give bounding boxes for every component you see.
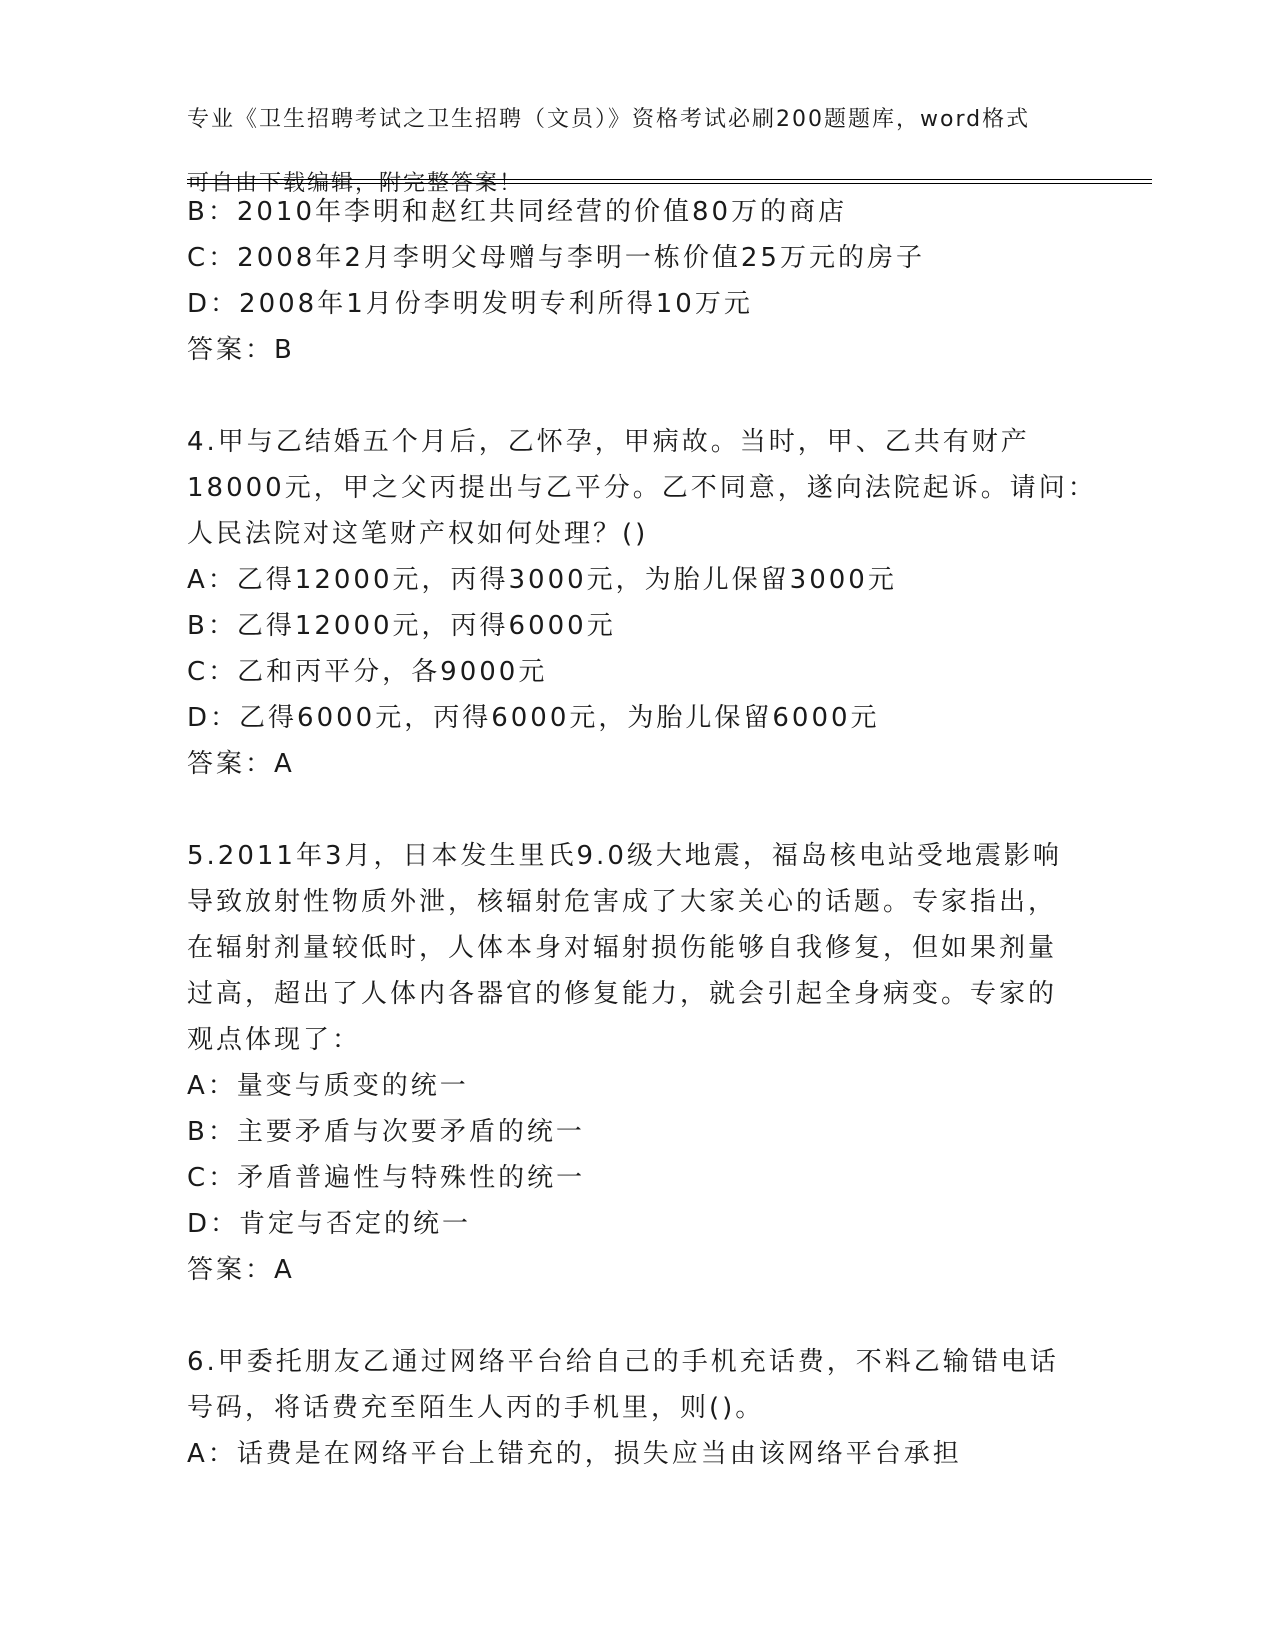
- q3-answer: 答案：B: [187, 335, 295, 365]
- q5-option-c: C：矛盾普遍性与特殊性的统一: [187, 1163, 586, 1193]
- q5-stem-line-4: 过高，超出了人体内各器官的修复能力，就会引起全身病变。专家的: [187, 979, 1058, 1009]
- q5-stem-line-5: 观点体现了：: [187, 1025, 362, 1055]
- question-content: [187, 189, 1097, 1477]
- q6-stem-line-1: 6.甲委托朋友乙通过网络平台给自己的手机充话费，不料乙输错电话: [187, 1347, 1059, 1377]
- header-title-line-1: 专业《卫生招聘考试之卫生招聘（文员）》资格考试必刷200题题库，word格式: [187, 107, 1031, 132]
- q5-option-d: D：肯定与否定的统一: [187, 1209, 472, 1239]
- q5-stem-line-2: 导致放射性物质外泄，核辐射危害成了大家关心的话题。专家指出，: [187, 887, 1058, 917]
- q5-stem-line-3: 在辐射剂量较低时，人体本身对辐射损伤能够自我修复，但如果剂量: [187, 933, 1058, 963]
- q4-option-a: A：乙得12000元，丙得3000元，为胎儿保留3000元: [187, 565, 897, 595]
- header-divider-bottom: [187, 183, 1152, 184]
- q3-option-d: D：2008年1月份李明发明专利所得10万元: [187, 289, 753, 319]
- header-divider-top: [187, 179, 1152, 180]
- q4-stem-line-1: 4.甲与乙结婚五个月后，乙怀孕，甲病故。当时，甲、乙共有财产: [187, 427, 1030, 457]
- q4-stem-line-2: 18000元，甲之父丙提出与乙平分。乙不同意，遂向法院起诉。请问：: [187, 473, 1097, 503]
- q6-option-a: A：话费是在网络平台上错充的，损失应当由该网络平台承担: [187, 1439, 962, 1469]
- question-6-block: [187, 1339, 1087, 1477]
- q3-option-b: B：2010年李明和赵红共同经营的价值80万的商店: [187, 197, 848, 227]
- q5-option-a: A：量变与质变的统一: [187, 1071, 469, 1101]
- question-3-block: [187, 189, 1087, 373]
- q5-answer: 答案：A: [187, 1255, 295, 1285]
- q5-stem-line-1: 5.2011年3月，日本发生里氏9.0级大地震，福岛核电站受地震影响: [187, 841, 1062, 871]
- q4-option-b: B：乙得12000元，丙得6000元: [187, 611, 616, 641]
- header-title-line-2: 可自由下载编辑，附完整答案！: [187, 171, 524, 196]
- spacer: [187, 373, 1087, 419]
- q4-answer: 答案：A: [187, 749, 295, 779]
- q4-option-c: C：乙和丙平分，各9000元: [187, 657, 548, 687]
- question-5-block: [187, 833, 1087, 1293]
- q5-option-b: B：主要矛盾与次要矛盾的统一: [187, 1117, 585, 1147]
- q4-stem-line-3: 人民法院对这笔财产权如何处理？(): [187, 519, 649, 549]
- q4-option-d: D：乙得6000元，丙得6000元，为胎儿保留6000元: [187, 703, 880, 733]
- question-4-block: [187, 419, 1097, 787]
- spacer: [187, 1293, 1087, 1339]
- q6-stem-line-2: 号码，将话费充至陌生人丙的手机里，则()。: [187, 1393, 765, 1423]
- spacer: [187, 787, 1087, 833]
- q3-option-c: C：2008年2月李明父母赠与李明一栋价值25万元的房子: [187, 243, 925, 273]
